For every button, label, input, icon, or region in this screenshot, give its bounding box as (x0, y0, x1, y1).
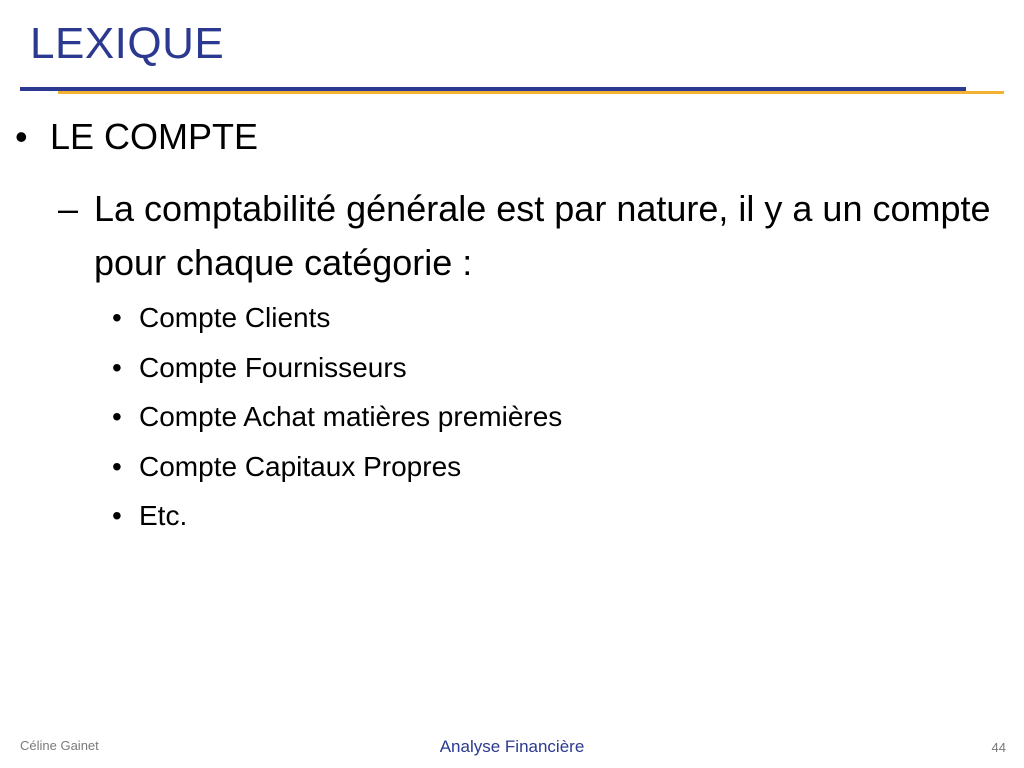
bullet-level2-text: La comptabilité générale est par nature, il y a un compte pour chaque catégorie : (94, 188, 991, 283)
footer-author: Céline Gainet (20, 738, 99, 753)
list-item-text: Compte Capitaux Propres (139, 450, 462, 482)
list-item-text: Compte Fournisseurs (139, 351, 407, 383)
list-item (112, 392, 812, 442)
bullet-icon: • (112, 351, 122, 383)
bullet-level3-list (112, 293, 812, 541)
bullet-level2 (58, 182, 998, 290)
bullet-icon: • (112, 401, 122, 432)
bullet-level1 (15, 117, 258, 157)
slide-title: LEXIQUE (30, 19, 225, 68)
bullet-level1-text: LE COMPTE (50, 116, 259, 157)
list-item (112, 442, 812, 492)
title-underline-gold (58, 91, 1004, 94)
list-item (112, 491, 812, 541)
list-item-text: Compte Clients (139, 302, 331, 333)
bullet-icon: • (112, 450, 122, 482)
list-item (112, 293, 812, 343)
list-item (112, 343, 812, 393)
footer-page-number: 44 (991, 740, 1006, 755)
dash-icon: – (58, 188, 79, 229)
footer-subject: Analyse Financière (439, 737, 585, 756)
list-item-text: Compte Achat matières premières (139, 401, 563, 432)
bullet-icon: • (15, 116, 28, 157)
title-underline-navy (20, 87, 966, 91)
list-item-text: Etc. (139, 500, 188, 531)
bullet-icon: • (112, 500, 122, 531)
bullet-icon: • (112, 302, 122, 333)
